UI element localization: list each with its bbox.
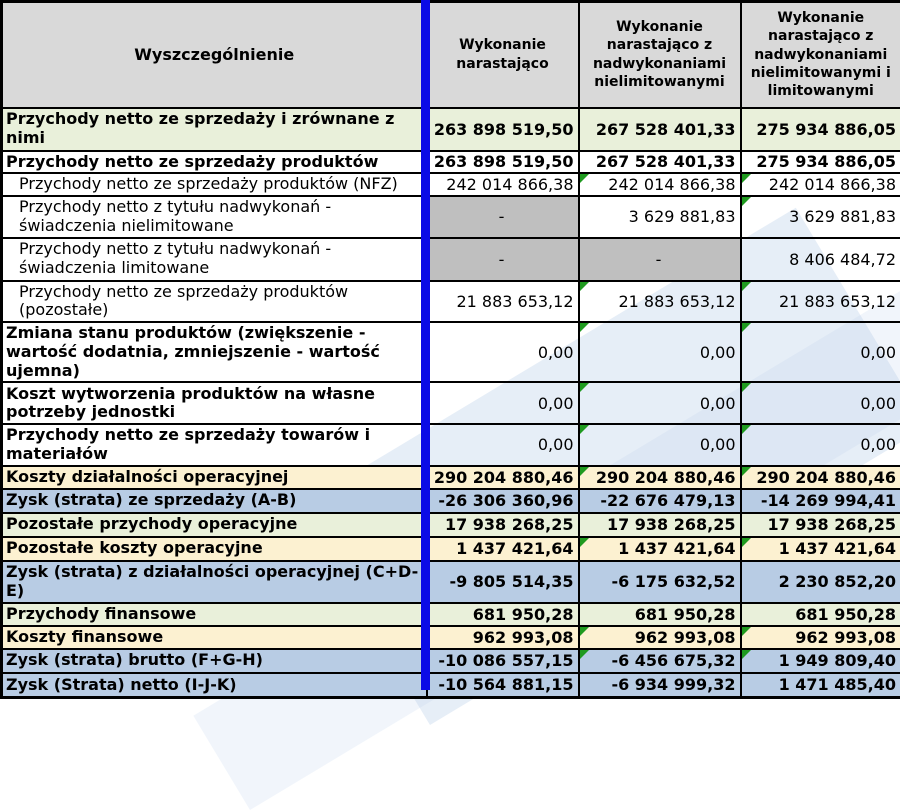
value-cell: 17 938 268,25 <box>579 513 741 537</box>
row-label-cell: Zysk (Strata) netto (I-J-K) <box>2 673 427 698</box>
green-corner-marker-icon <box>742 282 751 291</box>
value: 0,00 <box>700 435 736 454</box>
column-header-unlimited-and-limited-overruns: Wykonanie narastająco z nadwykonaniami nielimitowanymi i limitowanymi <box>741 2 900 108</box>
green-corner-marker-icon <box>580 282 589 291</box>
value-cell: 681 950,28 <box>741 603 900 626</box>
table-row <box>2 424 900 465</box>
row-label-cell: Przychody netto ze sprzedaży towarów i materiałów <box>2 424 427 465</box>
value: 0,00 <box>700 394 736 413</box>
value: 21 883 653,12 <box>618 292 735 311</box>
value: 1 949 809,40 <box>779 651 896 670</box>
row-label-cell: Koszt wytworzenia produktów na własne potrzeby jednostki <box>2 382 427 424</box>
table-row <box>2 196 900 237</box>
green-corner-marker-icon <box>580 425 589 434</box>
value-cell: 17 938 268,25 <box>427 513 579 537</box>
value-cell: 681 950,28 <box>579 603 741 626</box>
value-cell <box>579 281 741 322</box>
value-cell: 267 528 401,33 <box>579 151 741 174</box>
value-cell: 0,00 <box>427 424 579 465</box>
value: 3 629 881,83 <box>789 207 896 226</box>
value-cell <box>579 649 741 673</box>
header-row <box>2 2 900 108</box>
value-cell: 681 950,28 <box>427 603 579 626</box>
value-cell: 275 934 886,05 <box>741 108 900 151</box>
value-cell: 21 883 653,12 <box>427 281 579 322</box>
row-label-cell: Koszty finansowe <box>2 626 427 649</box>
green-corner-marker-icon <box>580 650 589 659</box>
value-cell: -10 564 881,15 <box>427 673 579 698</box>
value-cell: -14 269 994,41 <box>741 489 900 513</box>
value-cell: -26 306 360,96 <box>427 489 579 513</box>
value: 1 437 421,64 <box>779 539 896 558</box>
row-label-cell: Przychody netto ze sprzedaży i zrównane z nimi <box>2 108 427 151</box>
empty-value-cell: - <box>427 196 579 237</box>
table-row <box>2 238 900 281</box>
green-corner-marker-icon <box>742 383 751 392</box>
value-cell <box>579 173 741 196</box>
value-cell <box>579 424 741 465</box>
column-header-unlimited-overruns: Wykonanie narastająco z nadwykonaniami nielimitowanymi <box>579 2 741 108</box>
value: 290 204 880,46 <box>756 468 896 487</box>
empty-value-cell: - <box>427 238 579 281</box>
value: 0,00 <box>860 435 896 454</box>
table-row <box>2 513 900 537</box>
value-cell <box>741 626 900 649</box>
green-corner-marker-icon <box>742 323 751 332</box>
value-cell <box>579 466 741 489</box>
table-row <box>2 673 900 698</box>
value-cell: 263 898 519,50 <box>427 151 579 174</box>
table-row <box>2 561 900 603</box>
value-cell: -6 934 999,32 <box>579 673 741 698</box>
value: 0,00 <box>700 343 736 362</box>
green-corner-marker-icon <box>580 467 589 476</box>
green-corner-marker-icon <box>742 425 751 434</box>
table-row <box>2 489 900 513</box>
value-cell: 290 204 880,46 <box>427 466 579 489</box>
value-cell: 0,00 <box>427 322 579 382</box>
table-row <box>2 649 900 673</box>
row-label-cell: Przychody netto ze sprzedaży produktów (NFZ) <box>2 173 427 196</box>
empty-value-cell: - <box>579 238 741 281</box>
value: 0,00 <box>860 343 896 362</box>
value-cell <box>741 424 900 465</box>
row-label-cell: Przychody netto z tytułu nadwykonań - świadczenia limitowane <box>2 238 427 281</box>
row-label-cell: Zysk (strata) ze sprzedaży (A-B) <box>2 489 427 513</box>
green-corner-marker-icon <box>580 627 589 636</box>
table-row <box>2 108 900 151</box>
row-label-cell: Przychody netto z tytułu nadwykonań - świadczenia nielimitowane <box>2 196 427 237</box>
value-cell: 1 471 485,40 <box>741 673 900 698</box>
value-cell: 267 528 401,33 <box>579 108 741 151</box>
value-cell: 275 934 886,05 <box>741 151 900 174</box>
value-cell <box>741 173 900 196</box>
row-label-cell: Koszty działalności operacyjnej <box>2 466 427 489</box>
table-row <box>2 537 900 561</box>
value: 962 993,08 <box>635 628 736 647</box>
value-cell: -10 086 557,15 <box>427 649 579 673</box>
table-row <box>2 626 900 649</box>
value-cell <box>579 537 741 561</box>
table-row <box>2 173 900 196</box>
row-label-cell: Przychody netto ze sprzedaży produktów <box>2 151 427 174</box>
value-cell: 3 629 881,83 <box>579 196 741 237</box>
value: 1 437 421,64 <box>618 539 735 558</box>
value-cell: -6 175 632,52 <box>579 561 741 603</box>
green-corner-marker-icon <box>742 627 751 636</box>
value-cell <box>579 626 741 649</box>
value-cell: 17 938 268,25 <box>741 513 900 537</box>
table-row <box>2 281 900 322</box>
value-cell: 263 898 519,50 <box>427 108 579 151</box>
row-label-cell: Pozostałe przychody operacyjne <box>2 513 427 537</box>
green-corner-marker-icon <box>742 650 751 659</box>
row-label-cell: Zysk (strata) brutto (F+G-H) <box>2 649 427 673</box>
value: 962 993,08 <box>795 628 896 647</box>
value-cell: 8 406 484,72 <box>741 238 900 281</box>
value-cell <box>579 322 741 382</box>
green-corner-marker-icon <box>580 174 589 183</box>
row-label-cell: Przychody netto ze sprzedaży produktów (pozostałe) <box>2 281 427 322</box>
green-corner-marker-icon <box>742 467 751 476</box>
table-row <box>2 151 900 174</box>
value-cell: 962 993,08 <box>427 626 579 649</box>
value: -6 456 675,32 <box>611 651 735 670</box>
green-corner-marker-icon <box>580 323 589 332</box>
value-cell <box>741 382 900 424</box>
row-label-cell: Pozostałe koszty operacyjne <box>2 537 427 561</box>
value-cell <box>741 196 900 237</box>
value: 242 014 866,38 <box>608 175 735 194</box>
value-cell <box>741 322 900 382</box>
column-separator <box>421 0 430 690</box>
row-label-cell: Zmiana stanu produktów (zwiększenie - wartość dodatnia, zmniejszenie - wartość ujemna) <box>2 322 427 382</box>
row-label-cell: Przychody finansowe <box>2 603 427 626</box>
value: 242 014 866,38 <box>769 175 896 194</box>
table-row <box>2 603 900 626</box>
value-cell: 0,00 <box>427 382 579 424</box>
green-corner-marker-icon <box>742 538 751 547</box>
green-corner-marker-icon <box>742 197 751 206</box>
value-cell: 1 437 421,64 <box>427 537 579 561</box>
value-cell <box>741 649 900 673</box>
table-row <box>2 466 900 489</box>
value: 21 883 653,12 <box>779 292 896 311</box>
value-cell: -22 676 479,13 <box>579 489 741 513</box>
column-header-specification: Wyszczególnienie <box>2 2 427 108</box>
value-cell: 2 230 852,20 <box>741 561 900 603</box>
value-cell <box>741 281 900 322</box>
green-corner-marker-icon <box>580 538 589 547</box>
row-label-cell: Zysk (strata) z działalności operacyjnej (C+D-E) <box>2 561 427 603</box>
value: 290 204 880,46 <box>596 468 736 487</box>
green-corner-marker-icon <box>580 383 589 392</box>
value-cell <box>579 382 741 424</box>
value-cell: -9 805 514,35 <box>427 561 579 603</box>
table-row <box>2 382 900 424</box>
column-header-cumulative: Wykonanie narastająco <box>427 2 579 108</box>
value-cell: 242 014 866,38 <box>427 173 579 196</box>
green-corner-marker-icon <box>742 174 751 183</box>
table-row <box>2 322 900 382</box>
value-cell <box>741 537 900 561</box>
value-cell <box>741 466 900 489</box>
value: 0,00 <box>860 394 896 413</box>
